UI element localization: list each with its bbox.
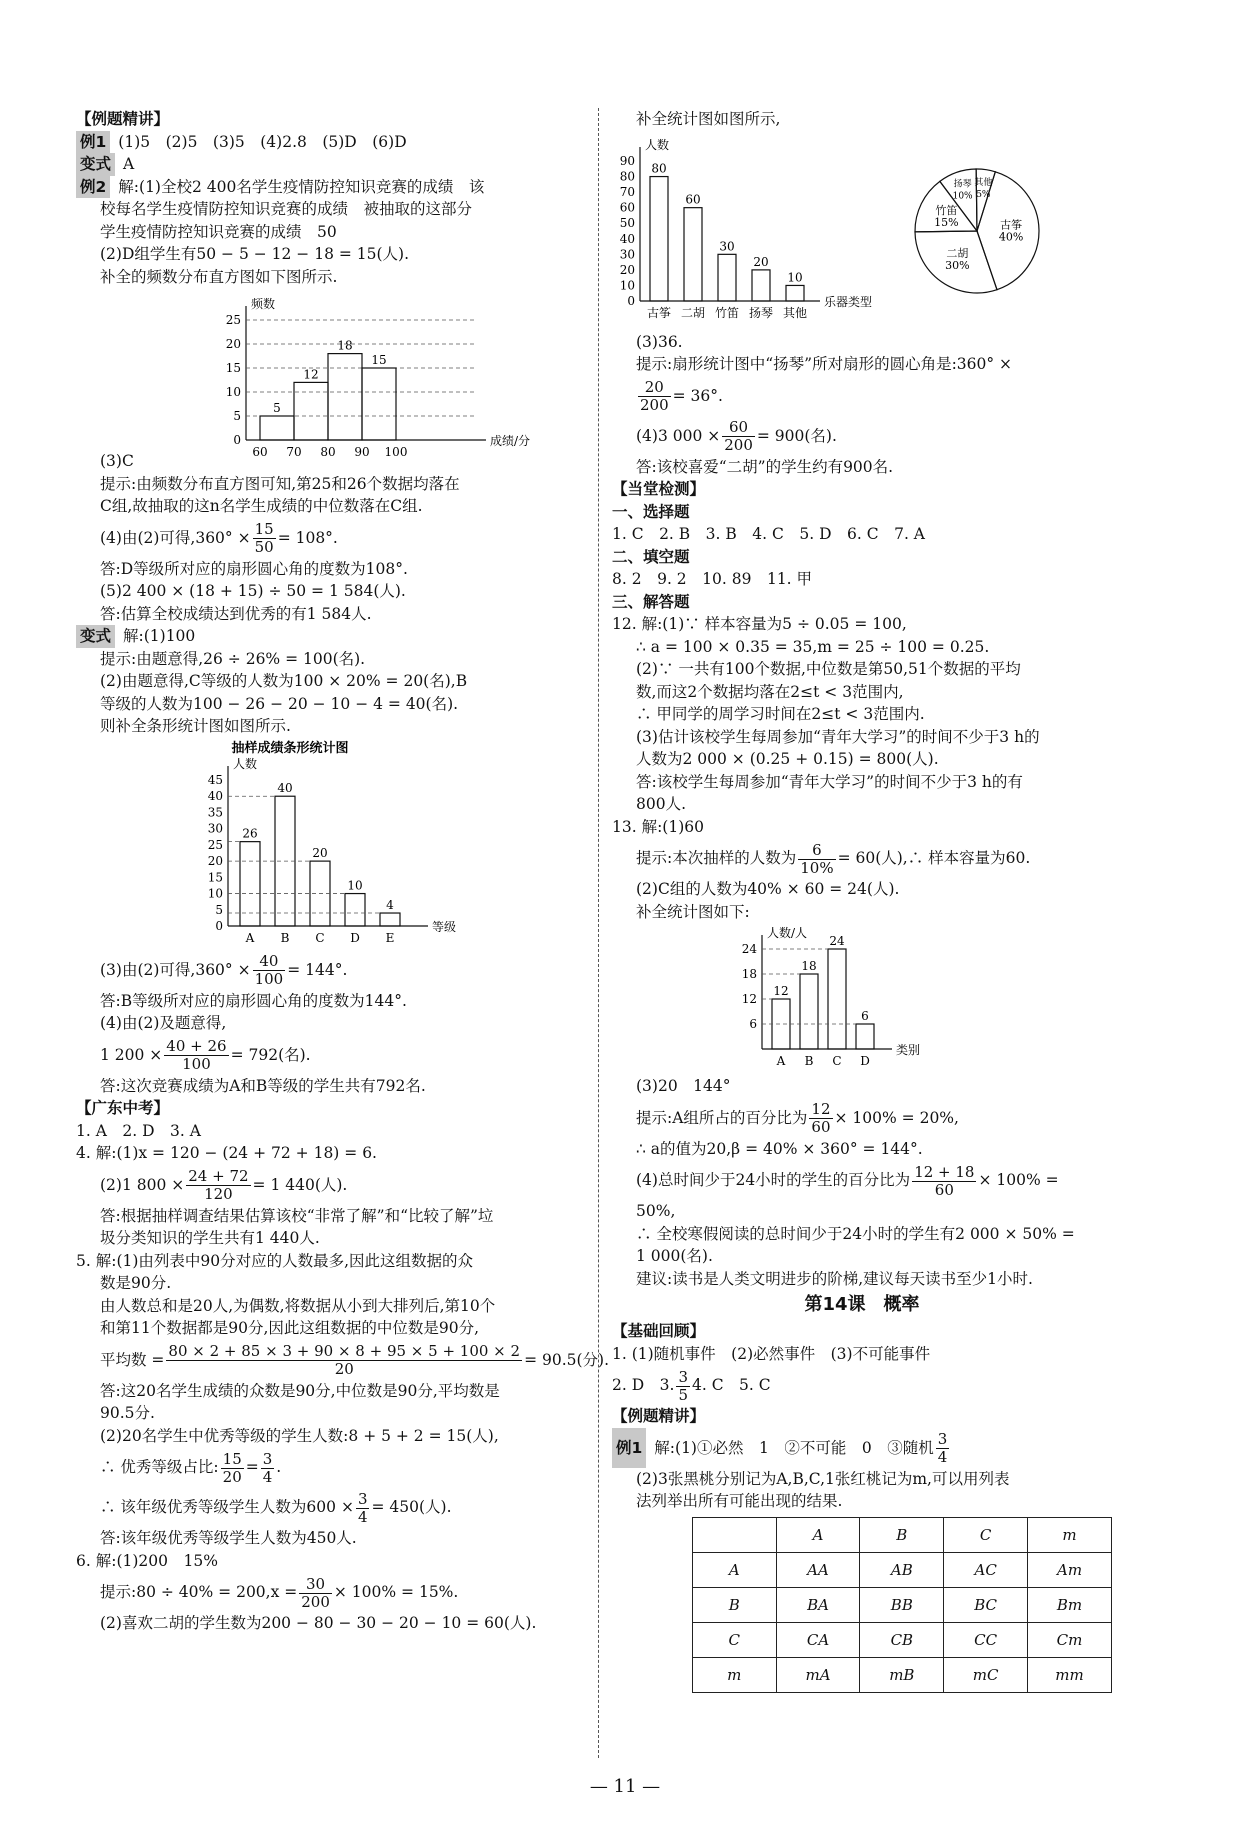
y-tick-label: 80 [619,169,635,184]
answer-text: = 90.5(分). [524,1350,610,1369]
table-cell: Bm [1028,1587,1112,1622]
answer-line: 1. (1)随机事件 (2)必然事件 (3)不可能事件 [612,1344,931,1363]
answer-line: (2)由题意得,C等级的人数为100 × 20% = 20(名),B [100,672,468,690]
x-tick-label: B [280,930,290,945]
y-tick-label: 10 [225,385,241,399]
answer-line: 则补全条形统计图如图所示. [100,717,291,735]
x-tick-label: 90 [354,445,370,459]
y-tick-label: 20 [619,262,635,277]
bar-value-label: 12 [303,367,319,382]
answer-line: 答:该年级优秀等级学生人数为450人. [100,1529,357,1547]
x-tick-label: A [776,1054,786,1068]
answer-line: 答:该校学生每周参加“青年大学习”的时间不少于3 h的有 [636,772,1023,791]
example-tag: 例1 [76,131,110,154]
bar-value-label: 10 [347,878,363,893]
category-bar-chart [612,923,1112,1075]
y-tick-label: 15 [225,361,241,375]
fraction: $\frac{3}{5}$ [678,1367,688,1404]
x-axis-label: 成绩/分 [490,434,531,448]
answer-line: 800人. [636,795,687,813]
answer-line: 解:(1)全校2 400名学生疫情防控知识竞赛的成绩 该 [118,177,485,196]
table-row [693,1552,1112,1587]
table-cell: AA [776,1552,860,1587]
bar-value-label: 15 [371,353,387,367]
y-tick-label: 10 [207,886,223,901]
answer-line: 1. A 2. D 3. A [76,1121,201,1140]
y-tick-label: 50 [619,215,635,230]
bar [786,285,804,301]
y-tick-label: 30 [619,246,635,261]
bar-value-label: 30 [719,238,735,253]
answer-line: 校每名学生疫情防控知识竞赛的成绩 被抽取的这部分 [100,200,473,218]
answer-line: 答:B等级所对应的扇形圆心角的度数为144°. [100,991,407,1010]
answer-text: × 100% = 15%. [333,1583,459,1601]
table-cell [693,1517,777,1552]
bar [362,368,396,440]
x-tick-label: 其他 [782,305,808,320]
table-cell: mC [944,1657,1028,1692]
fraction: $\frac{24 + 72}{120}$ [188,1167,249,1203]
table-cell: mm [1028,1657,1112,1692]
answer-line: 提示:由题意得,26 ÷ 26% = 100(名). [100,649,366,668]
y-tick-label: 5 [233,409,241,423]
answer-line: 提示:由频数分布直方图可知,第25和26个数据均落在 [100,474,460,493]
answer-line: 答:这20名学生成绩的众数是90分,中位数是90分,平均数是 [100,1381,500,1400]
bar [380,913,400,926]
table-row [693,1622,1112,1657]
variant-tag: 变式 [76,153,115,176]
y-tick-label: 35 [207,804,223,819]
fraction: $\frac{40 + 26}{100}$ [166,1037,227,1073]
answer-line: 数是90分. [100,1274,172,1292]
bar-value-label: 20 [312,845,328,860]
y-tick-label: 40 [619,231,635,246]
slice-value-label: 30% [945,258,970,272]
bar-value-label: 26 [242,826,258,841]
fraction: $\frac{12}{60}$ [811,1100,831,1136]
table-cell: BC [944,1587,1028,1622]
answer-line: 90.5分. [100,1404,155,1422]
x-tick-label: 二胡 [680,305,706,320]
x-tick-label: C [832,1054,842,1068]
table-cell: CA [776,1622,860,1657]
bar [828,949,846,1049]
page-number: — 11 — [589,1776,661,1797]
answer-line: 法列举出所有可能出现的结果. [636,1492,843,1510]
instrument-bar-chart [612,131,892,331]
bar [752,269,770,300]
slice-value-label: 5% [976,189,991,200]
fraction: $\frac{20}{200}$ [640,378,669,414]
answer-text: 4. C 5. C [691,1376,771,1394]
answer-line: 6. 解:(1)200 15% [76,1551,218,1570]
bar-value-label: 5 [273,401,281,415]
answer-line: (2)喜欢二胡的学生数为200 − 80 − 30 − 20 − 10 = 60(人). [100,1614,537,1632]
answer-line: (2)3张黑桃分别记为A,B,C,1张红桃记为m,可以用列表 [636,1469,1010,1488]
section-heading: 【基础回顾】 [612,1322,706,1340]
answer-line: 解:(1)100 [123,627,196,645]
y-tick-label: 70 [619,184,635,199]
answer-line: 答:估算全校成绩达到优秀的有1 584人. [100,604,372,623]
answer-line: 答:这次竞赛成绩为A和B等级的学生共有792名. [100,1076,426,1095]
y-axis-label: 人数 [233,756,258,771]
answer-text: 提示:本次抽样的人数为 [636,849,797,867]
subsection-heading: 一、选择题 [612,502,690,521]
table-row [693,1657,1112,1692]
table-cell: mB [860,1657,944,1692]
answer-text: (4)由(2)可得,360° × [100,528,251,547]
bar [800,974,818,1049]
table-cell: C [944,1517,1028,1552]
table-cell: AC [944,1552,1028,1587]
answer-line: 学生疫情防控知识竞赛的成绩 50 [100,222,337,241]
y-tick-label: 12 [741,992,757,1006]
answer-line: 由人数总和是20人,为偶数,将数据从小到大排列后,第10个 [100,1296,496,1315]
x-axis-label: 等级 [432,919,457,934]
answer-line: (4)由(2)及题意得, [100,1014,227,1032]
left-column [76,108,610,1635]
subsection-heading: 三、解答题 [612,592,690,611]
answer-line: 答:D等级所对应的扇形圆心角的度数为108°. [100,559,408,578]
section-heading: 【例题精讲】 [612,1407,706,1425]
y-tick-label: 60 [619,200,635,215]
y-tick-label: 0 [215,918,223,933]
variant-tag: 变式 [76,625,115,648]
answer-line: ∴ 全校寒假阅读的总时间少于24小时的学生有2 000 × 50% = [636,1224,1075,1243]
bar [260,416,294,440]
bar-value-label: 18 [337,338,353,353]
column-divider [598,108,599,1758]
bar-value-label: 18 [801,959,817,973]
table-cell: B [693,1587,777,1622]
answer-text: × 100% = 20%, [834,1108,959,1127]
answer-line: 补全统计图如下: [636,902,750,921]
table-cell: BA [776,1587,860,1622]
answer-line: 答:根据抽样调查结果估算该校“非常了解”和“比较了解”垃 [100,1206,494,1225]
bar [650,176,668,300]
bar [345,893,365,925]
table-cell: Am [1028,1552,1112,1587]
answer-line: 补全统计图如图所示, [636,110,781,128]
slice-value-label: 15% [934,215,959,229]
answer-line: (5)2 400 × (18 + 15) ÷ 50 = 1 584(人). [100,582,406,600]
y-axis-label: 频数 [251,297,276,311]
bar [856,1024,874,1049]
answer-line: A [123,155,135,173]
answer-text: 平均数 = [100,1350,165,1369]
table-cell: m [1028,1517,1112,1552]
bar-value-label: 20 [753,254,769,269]
section-heading: 【广东中考】 [76,1099,170,1117]
example-tag: 例2 [76,176,110,199]
answer-line: 答:该校喜爱“二胡”的学生约有900名. [636,457,894,476]
answer-line: (3)20 144° [636,1077,731,1095]
bar [718,254,736,301]
table-cell: Cm [1028,1622,1112,1657]
fraction: $\frac{3}{4}$ [937,1430,948,1466]
x-tick-label: C [315,930,325,945]
instrument-pie-chart [897,151,1057,311]
answer-line: (2)C组的人数为40% × 60 = 24(人). [636,880,900,898]
answer-text: = 144°. [287,960,348,979]
y-axis-label: 人数/人 [767,926,808,940]
slice-label: 古筝 [1000,218,1023,232]
fraction: $\frac{40}{100}$ [254,952,284,988]
table-cell: CC [944,1622,1028,1657]
x-tick-label: E [385,930,395,945]
bar-value-label: 4 [386,897,394,912]
outcome-table [692,1517,1112,1693]
fraction: $\frac{15}{20}$ [222,1449,242,1486]
bar-value-label: 24 [829,934,845,948]
bar [328,354,362,440]
answer-line: 1. C 2. B 3. B 4. C 5. D 6. C 7. A [612,525,925,543]
answer-line: (2)D组学生有50 − 5 − 12 − 18 = 15(人). [100,245,410,263]
fraction: $\frac{3}{4}$ [262,1449,273,1486]
answer-text: (4)3 000 × [636,426,721,445]
x-tick-label: 古筝 [646,305,672,320]
bar-value-label: 10 [787,269,803,284]
answer-text: (3)由(2)可得,360° × [100,960,251,979]
table-cell: BB [860,1587,944,1622]
answer-text: = 36°. [672,386,723,405]
lesson-title: 第14课 概率 [804,1294,920,1315]
bar-value-label: 80 [651,161,667,176]
answer-text: = 1 440(人). [252,1175,348,1194]
bar-value-label: 6 [861,1009,869,1023]
answer-text: × 100% = [978,1171,1059,1189]
answer-line: 5. 解:(1)由列表中90分对应的人数最多,因此这组数据的众 [76,1251,474,1270]
x-tick-label: 扬琴 [748,305,774,320]
fraction: $\frac{12 + 18}{60}$ [914,1162,975,1199]
answer-line: C组,故抽取的这n名学生成绩的中位数落在C组. [100,497,423,515]
right-column [612,108,1112,1693]
table-cell: CB [860,1622,944,1657]
answer-line: 4. 解:(1)x = 120 − (24 + 72 + 18) = 6. [76,1144,377,1162]
x-tick-label: D [350,930,360,945]
answer-line: 8. 2 9. 2 10. 89 11. 甲 [612,570,813,588]
answer-text: = 900(名). [756,426,837,445]
answer-text: ∴ 该年级优秀等级学生人数为600 × [100,1498,354,1516]
answer-text: 解:(1)①必然 1 ②不可能 0 ③随机 [654,1438,934,1457]
table-cell: B [860,1517,944,1552]
y-tick-label: 20 [225,337,241,351]
x-axis-label: 类别 [896,1043,921,1057]
x-tick-label: 100 [384,445,408,459]
y-tick-label: 25 [225,313,241,327]
instrument-charts [612,131,1112,331]
answer-line: 人数为2 000 × (0.25 + 0.15) = 800(人). [636,750,939,768]
x-tick-label: D [860,1054,870,1068]
y-tick-label: 5 [215,902,223,917]
answer-line: 提示:扇形统计图中“扬琴”所对扇形的圆心角是:360° × [636,355,1013,373]
answer-line: 13. 解:(1)60 [612,817,704,836]
answer-line: (3)36. [636,332,683,351]
answer-line: 和第11个数据都是90分,因此这组数据的中位数是90分, [100,1319,480,1337]
x-axis-label: 乐器类型 [824,294,873,309]
answer-line: (2)20名学生中优秀等级的学生人数:8 + 5 + 2 = 15(人), [100,1426,499,1445]
slice-label: 二胡 [946,246,969,260]
answer-line: 1 000(名). [636,1247,713,1265]
y-tick-label: 10 [619,277,635,292]
slice-label: 竹笛 [935,203,958,217]
answer-text: 提示:A组所占的百分比为 [636,1108,808,1127]
fraction: $\frac{3}{4}$ [357,1489,368,1526]
answer-line: 等级的人数为100 − 26 − 20 − 10 − 4 = 40(名). [100,694,459,713]
answer-line: 数,而这2个数据均落在2≤t < 3范围内, [636,682,904,701]
x-tick-label: 竹笛 [714,305,740,320]
section-heading: 【当堂检测】 [612,480,706,498]
answer-text: = 450(人). [371,1498,452,1516]
x-tick-label: 80 [320,445,336,459]
y-tick-label: 0 [233,433,241,447]
bar-value-label: 40 [277,780,293,795]
answer-text: = 60(人),∴ 样本容量为60. [837,849,1031,867]
answer-text: = 108°. [277,528,338,547]
y-tick-label: 24 [741,942,757,956]
fraction: $\frac{6}{10\%}$ [800,840,834,877]
y-tick-label: 15 [207,869,223,884]
y-tick-label: 0 [627,293,635,308]
answer-text: . [276,1458,282,1476]
bar [684,207,702,300]
table-cell: mA [776,1657,860,1692]
grade-bar-chart [76,738,588,950]
section-heading: 【例题精讲】 [76,110,170,128]
answer-line: (2)∵ 一共有100个数据,中位数是第50,51个数据的平均 [636,660,1021,678]
answer-line: (3)估计该校学生每周参加“青年大学习”的时间不少于3 h的 [636,727,1040,746]
x-tick-label: 70 [286,445,302,459]
answer-line: 建议:读书是人类文明进步的阶梯,建议每天读书至少1小时. [636,1269,1033,1288]
slice-label: 其他 [974,177,993,188]
answer-text: (2)1 800 × [100,1175,185,1194]
answer-text: = 792(名). [230,1045,311,1064]
x-tick-label: 60 [252,445,268,459]
bar [772,999,790,1049]
bar [294,382,328,440]
y-tick-label: 25 [207,837,223,852]
answer-line: 12. 解:(1)∵ 样本容量为5 ÷ 0.05 = 100, [612,615,907,633]
fraction: $\frac{60}{200}$ [724,418,753,454]
y-tick-label: 6 [749,1017,757,1031]
answer-line: 50%, [636,1202,676,1220]
y-axis-label: 人数 [645,137,670,152]
answer-text: (4)总时间少于24小时的学生的百分比为 [636,1171,911,1189]
answer-text: 2. D 3. [612,1376,675,1394]
table-row [693,1517,1112,1552]
table-cell: A [776,1517,860,1552]
answer-text: 1 200 × [100,1045,163,1064]
fraction: $\frac{30}{200}$ [301,1574,330,1611]
subsection-heading: 二、填空题 [612,547,690,566]
slice-label: 扬琴 [953,179,972,190]
table-cell: AB [860,1552,944,1587]
answer-line: (1)5 (2)5 (3)5 (4)2.8 (5)D (6)D [118,132,407,151]
example-tag: 例1 [612,1428,646,1468]
answer-text: = [245,1458,259,1476]
answer-line: 圾分类知识的学生共有1 440人. [100,1229,320,1247]
slice-value-label: 40% [998,230,1024,244]
table-cell: A [693,1552,777,1587]
answer-text: ∴ 优秀等级占比: [100,1458,219,1476]
histogram-chart [76,288,588,459]
answer-line: ∴ a的值为20,β = 40% × 360° = 144°. [636,1139,923,1158]
answer-line: (3)C [100,452,134,470]
y-tick-label: 90 [619,153,635,168]
y-tick-label: 18 [741,967,757,981]
fraction: $\frac{15}{50}$ [254,520,274,556]
x-tick-label: A [245,930,255,945]
bar-value-label: 60 [685,192,701,207]
answer-line: ∴ a = 100 × 0.35 = 35,m = 25 ÷ 100 = 0.25. [636,637,990,656]
answer-text: 提示:80 ÷ 40% = 200,x = [100,1583,298,1601]
x-tick-label: B [804,1054,814,1068]
table-row [693,1587,1112,1622]
y-tick-label: 20 [207,853,223,868]
y-tick-label: 40 [207,788,223,803]
answer-line: ∴ 甲同学的周学习时间在2≤t < 3范围内. [636,705,925,723]
answer-line: 补全的频数分布直方图如下图所示. [100,267,338,286]
y-tick-label: 45 [207,772,223,787]
fraction: $\frac{80 \times 2 + 85 \times 3 + 90 \times 8 + 95 \times 5 + 100 \times 2}{20}$ [168,1342,521,1378]
y-tick-label: 30 [207,821,223,836]
table-cell: m [693,1657,777,1692]
table-cell: C [693,1622,777,1657]
chart-title: 抽样成绩条形统计图 [231,740,349,756]
slice-value-label: 10% [952,191,973,202]
bar-value-label: 12 [773,984,789,998]
